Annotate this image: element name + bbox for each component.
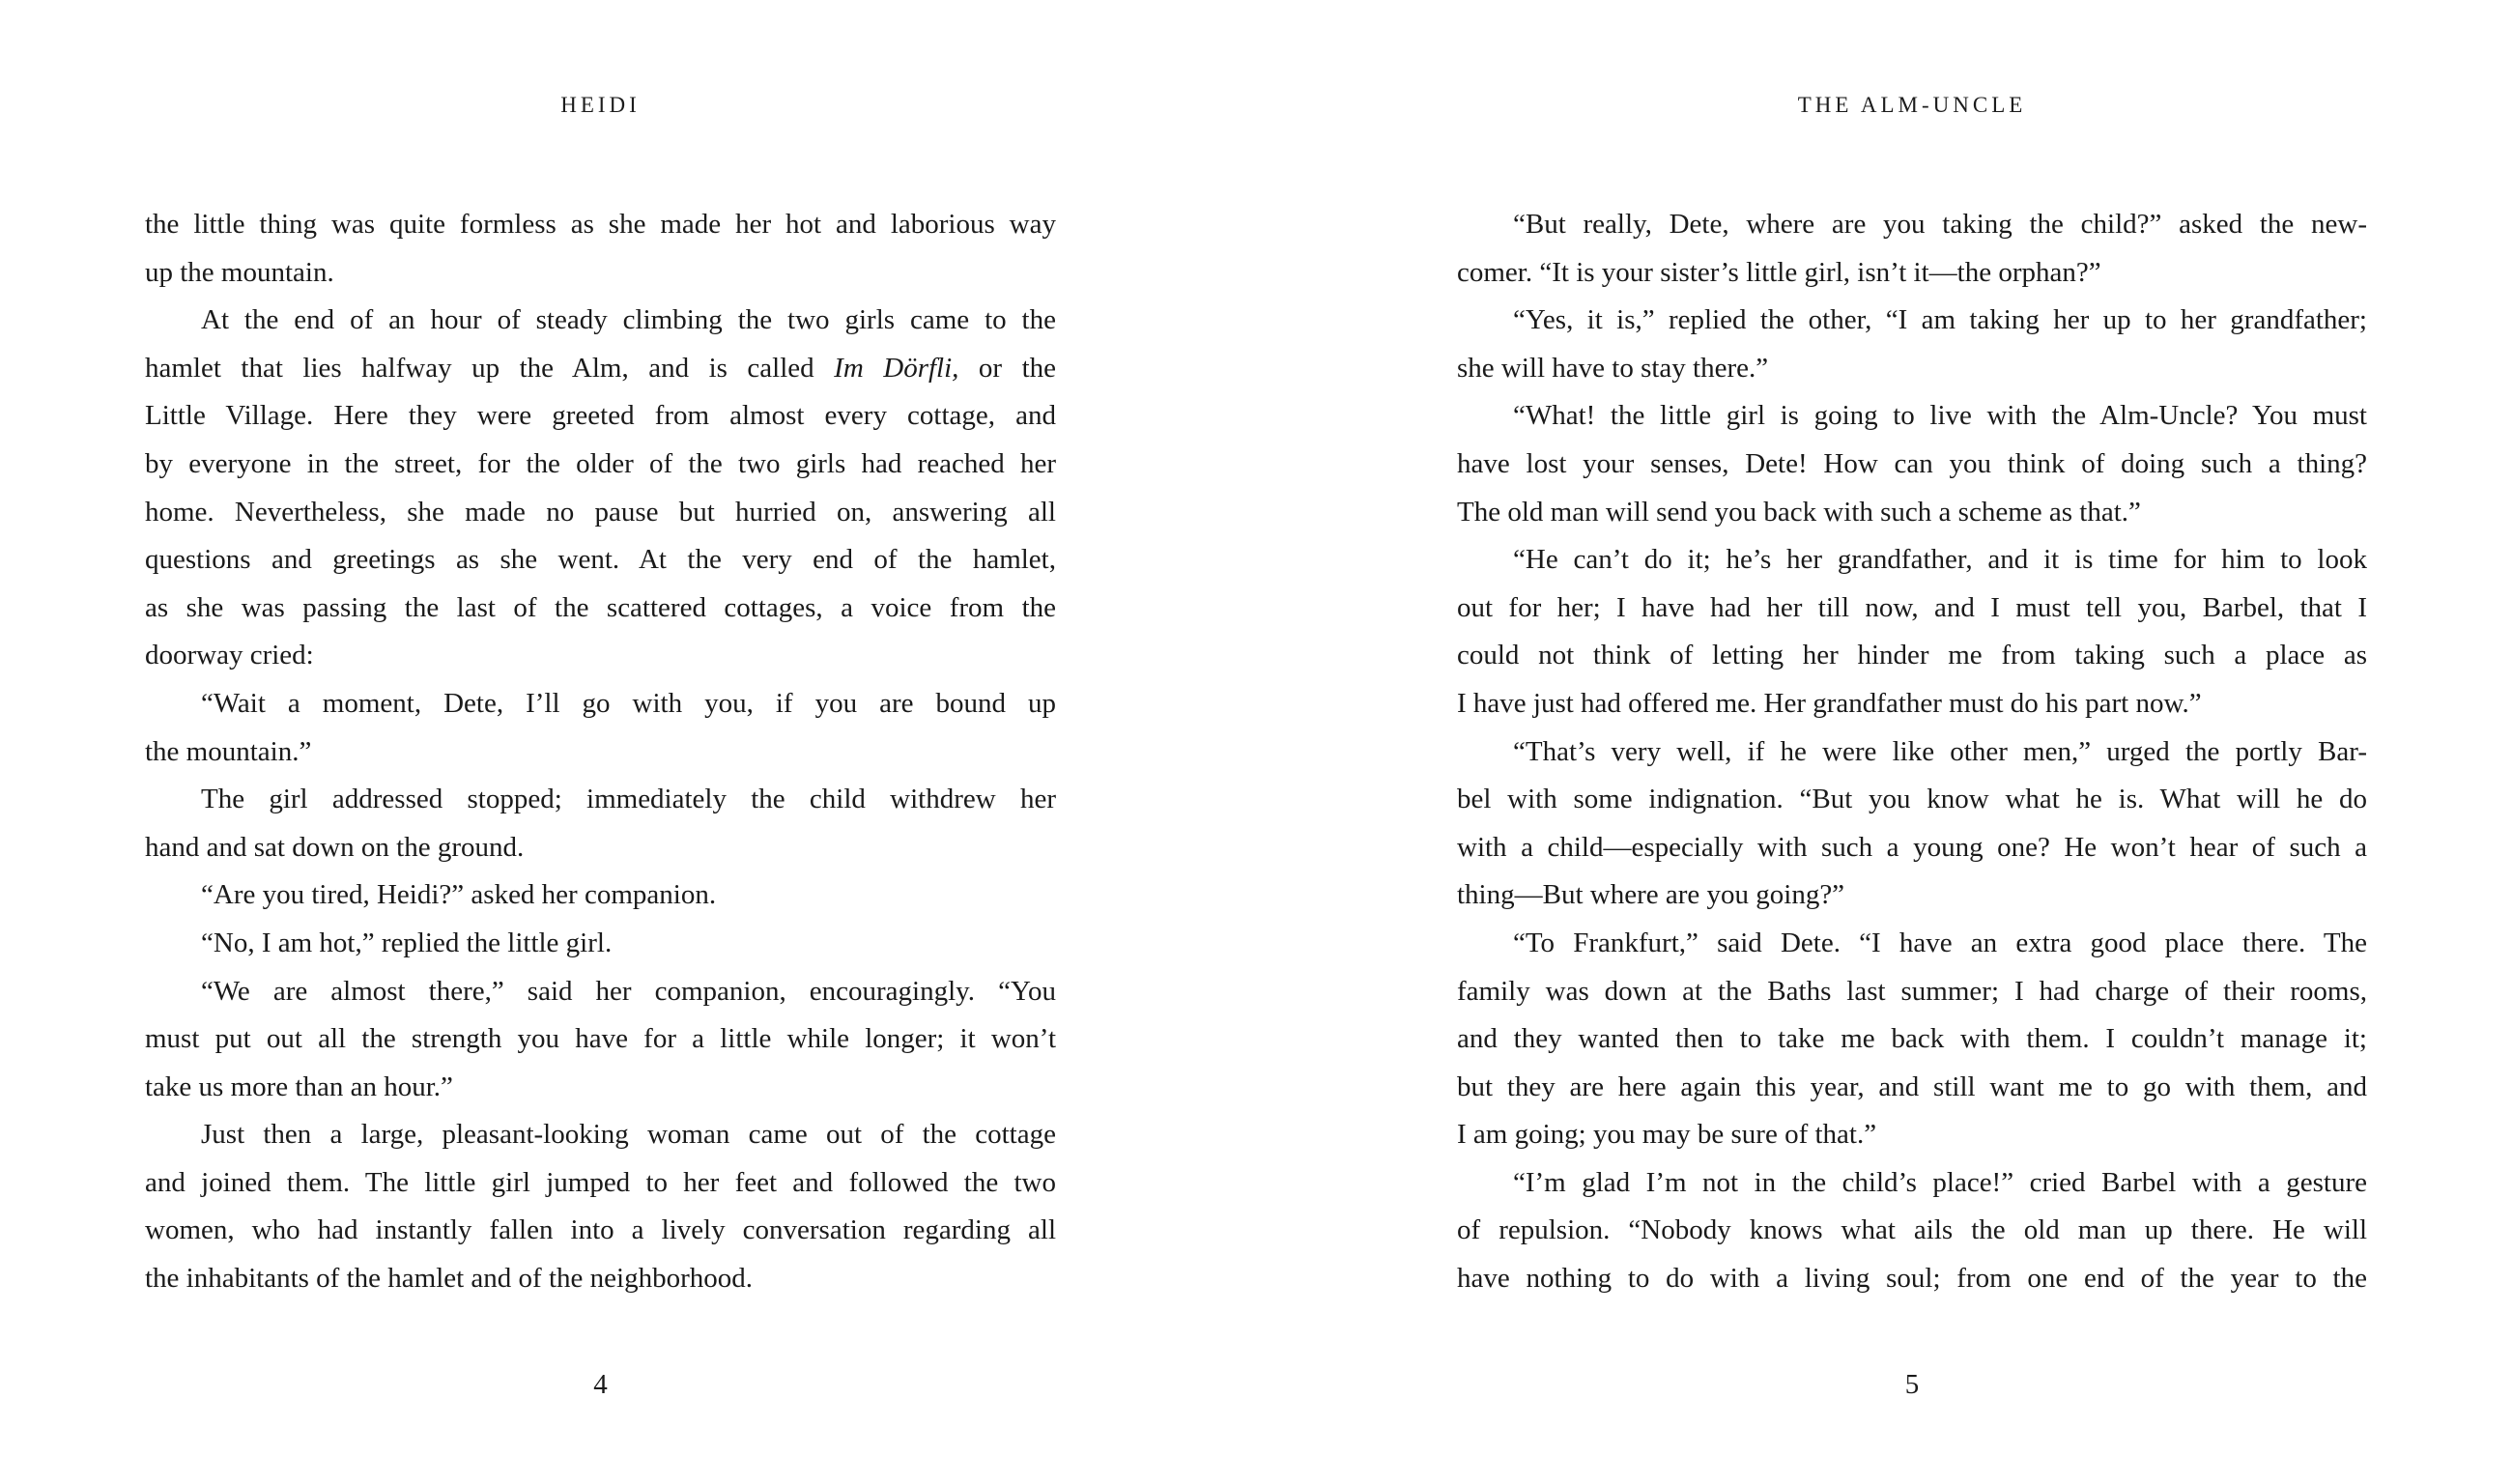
text-line — [145, 1015, 1056, 1064]
paragraph — [145, 1111, 1056, 1302]
paragraph — [1457, 201, 2367, 297]
text-segment: with a child—especially with such a young one? He won’t hear of such a — [1457, 831, 2367, 863]
text-segment: but they are here again this year, and still want me to go with them, and — [1457, 1070, 2367, 1102]
text-segment: women, who had instantly fallen into a lively conversation regarding all — [145, 1214, 1056, 1246]
page-number-right: 5 — [1904, 1369, 1920, 1400]
text-line — [145, 441, 1056, 489]
text-line — [1457, 776, 2367, 824]
paragraph — [145, 297, 1056, 680]
paragraph — [1457, 392, 2367, 536]
text-segment: comer. “It is your sister’s little girl, isn’t it—the orphan?” — [1457, 256, 2101, 288]
page-number-left: 4 — [593, 1369, 608, 1400]
text-line — [1457, 249, 2367, 298]
text-segment: hamlet that lies halfway up the Alm, and is called — [145, 352, 835, 384]
paragraph — [145, 968, 1056, 1112]
text-line — [145, 1159, 1056, 1208]
text-segment: have lost your senses, Dete! How can you think of doing such a thing? — [1457, 447, 2367, 479]
paragraph — [145, 680, 1056, 776]
text-line — [1457, 632, 2367, 680]
text-segment: doorway cried: — [145, 640, 314, 671]
text-segment: “What! the little girl is going to live with the Alm-Uncle? You must — [1513, 400, 2367, 432]
text-line — [145, 297, 1056, 345]
text-line — [1457, 871, 2367, 920]
text-line — [145, 392, 1056, 441]
paragraph — [1457, 920, 2367, 1159]
text-segment: I am going; you may be sure of that.” — [1457, 1119, 1877, 1151]
text-line — [1457, 824, 2367, 872]
text-line — [145, 536, 1056, 585]
text-segment: and they wanted then to take me back with them. I couldn’t manage it; — [1457, 1023, 2367, 1055]
text-line — [1457, 680, 2367, 728]
text-segment: take us more than an hour.” — [145, 1070, 453, 1102]
page-left — [145, 0, 1056, 1484]
text-line — [145, 1111, 1056, 1159]
text-line — [145, 345, 1056, 393]
paragraph — [145, 871, 1056, 920]
text-segment: have nothing to do with a living soul; from one end of the year to the — [1457, 1263, 2367, 1295]
text-line — [1457, 968, 2367, 1016]
paragraph — [1457, 536, 2367, 728]
text-segment: “Yes, it is,” replied the other, “I am taking her up to her grandfather; — [1513, 304, 2367, 336]
text-segment: questions and greetings as she went. At the very end of the hamlet, — [145, 544, 1056, 576]
page-body-left — [145, 201, 1056, 1303]
text-line — [145, 585, 1056, 633]
paragraph — [1457, 728, 2367, 920]
text-line — [1457, 201, 2367, 249]
text-segment: bel with some indignation. “But you know what he is. What will he do — [1457, 784, 2367, 815]
text-line — [145, 1207, 1056, 1255]
text-segment: “We are almost there,” said her companion, encouragingly. “You — [201, 975, 1056, 1007]
text-line — [145, 824, 1056, 872]
text-line — [145, 1255, 1056, 1303]
text-segment: the inhabitants of the hamlet and of the neighborhood. — [145, 1263, 753, 1295]
text-line — [1457, 1015, 2367, 1064]
text-segment: could not think of letting her hinder me from taking such a place as — [1457, 640, 2367, 671]
text-line — [1457, 1111, 2367, 1159]
text-segment: thing—But where are you going?” — [1457, 879, 1845, 911]
text-segment: the little thing was quite formless as she made her hot and laborious way — [145, 209, 1056, 240]
text-line — [145, 728, 1056, 777]
text-segment: “No, I am hot,” replied the little girl. — [201, 927, 613, 958]
text-segment: as she was passing the last of the scattered cottages, a voice from the — [145, 591, 1056, 623]
text-line — [1457, 728, 2367, 777]
paragraph — [1457, 1159, 2367, 1303]
paragraph — [1457, 297, 2367, 392]
running-header-left: HEIDI — [560, 93, 641, 117]
text-line — [1457, 441, 2367, 489]
text-segment: The girl addressed stopped; immediately the child withdrew her — [201, 784, 1056, 815]
text-segment: by everyone in the street, for the older of the two girls had reached her — [145, 447, 1056, 479]
text-line — [1457, 1255, 2367, 1303]
text-line — [1457, 489, 2367, 537]
text-segment: “Are you tired, Heidi?” asked her companion. — [201, 879, 717, 911]
text-line — [1457, 297, 2367, 345]
text-segment: up the mountain. — [145, 256, 334, 288]
text-segment: she will have to stay there.” — [1457, 352, 1769, 384]
text-line — [1457, 1207, 2367, 1255]
text-line — [1457, 585, 2367, 633]
text-segment: family was down at the Baths last summer; I had charge of their rooms, — [1457, 975, 2367, 1007]
text-segment: “That’s very well, if he were like other men,” urged the portly Bar- — [1513, 735, 2367, 767]
text-line — [145, 249, 1056, 298]
text-line — [145, 489, 1056, 537]
text-segment: “To Frankfurt,” said Dete. “I have an extra good place there. The — [1513, 927, 2367, 958]
running-header-right: THE ALM-UNCLE — [1797, 93, 2027, 117]
text-line — [145, 632, 1056, 680]
text-line — [145, 1064, 1056, 1112]
text-segment: “I’m glad I’m not in the child’s place!” cried Barbel with a gesture — [1513, 1166, 2367, 1198]
text-line — [1457, 345, 2367, 393]
text-segment: “He can’t do it; he’s her grandfather, and it is time for him to look — [1513, 544, 2367, 576]
text-segment: out for her; I have had her till now, and I must tell you, Barbel, that I — [1457, 591, 2367, 623]
text-segment: Little Village. Here they were greeted from almost every cottage, and — [145, 400, 1056, 432]
text-segment: of repulsion. “Nobody knows what ails the old man up there. He will — [1457, 1214, 2367, 1246]
text-line — [145, 871, 1056, 920]
paragraph — [145, 920, 1056, 968]
paragraph — [145, 776, 1056, 871]
page-body-right — [1457, 201, 2367, 1303]
text-segment: At the end of an hour of steady climbing the two girls came to the — [201, 304, 1056, 336]
text-segment: the mountain.” — [145, 735, 312, 767]
text-line — [1457, 1159, 2367, 1208]
text-segment: “But really, Dete, where are you taking the child?” asked the new- — [1513, 209, 2367, 240]
text-segment: The old man will send you back with such a scheme as that.” — [1457, 496, 2141, 528]
text-line — [1457, 1064, 2367, 1112]
paragraph — [145, 201, 1056, 297]
text-segment: and joined them. The little girl jumped to her feet and followed the two — [145, 1166, 1056, 1198]
text-segment: I have just had offered me. Her grandfather must do his part now.” — [1457, 687, 2202, 719]
text-line — [145, 201, 1056, 249]
text-segment: Just then a large, pleasant-looking woman came out of the cottage — [201, 1119, 1056, 1151]
text-segment: hand and sat down on the ground. — [145, 831, 525, 863]
text-line — [1457, 536, 2367, 585]
italic-text-segment: Im Dörfli, — [834, 352, 959, 384]
text-line — [145, 776, 1056, 824]
text-segment: must put out all the strength you have for a little while longer; it won’t — [145, 1023, 1056, 1055]
text-line — [1457, 920, 2367, 968]
text-line — [1457, 392, 2367, 441]
text-segment: “Wait a moment, Dete, I’ll go with you, if you are bound up — [201, 687, 1056, 719]
text-segment: or the — [958, 352, 1056, 384]
page-right — [1457, 0, 2367, 1484]
text-line — [145, 920, 1056, 968]
text-line — [145, 680, 1056, 728]
text-line — [145, 968, 1056, 1016]
text-segment: home. Nevertheless, she made no pause but hurried on, answering all — [145, 496, 1056, 528]
